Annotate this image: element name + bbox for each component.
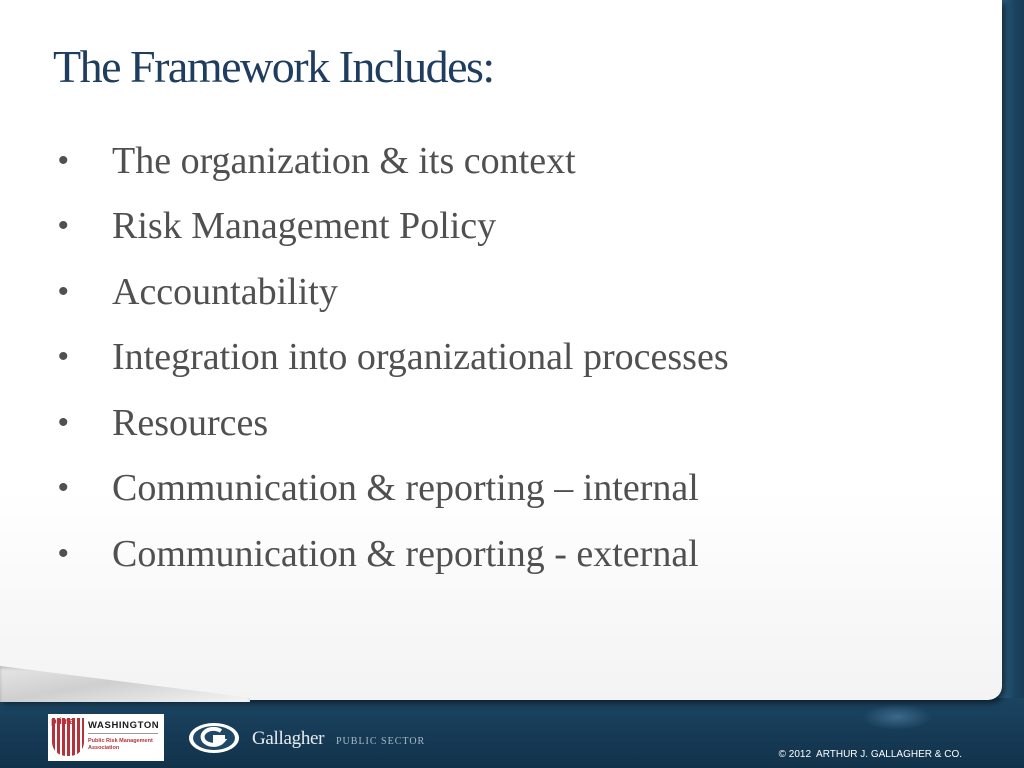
bullet-text: Resources: [112, 401, 269, 444]
bullet-text: Communication & reporting - external: [112, 532, 699, 575]
bullet-dot: •: [58, 405, 69, 439]
bullet-text: Integration into organizational processes: [112, 336, 729, 379]
slide-title: The Framework Includes:: [53, 41, 494, 92]
bullet-item: [58, 456, 729, 522]
footer-glow: [862, 704, 932, 730]
prima-state: WASHINGTON: [88, 720, 160, 731]
bullet-item: [58, 390, 729, 456]
copyright-notice: © 2012 ARTHUR J. GALLAGHER & CO.: [778, 749, 962, 760]
bullet-item: [58, 128, 729, 194]
prima-washington-logo: [48, 714, 164, 761]
bullet-text: Communication & reporting – internal: [112, 467, 699, 510]
bullet-item: [58, 259, 729, 325]
bullet-text: The organization & its context: [112, 139, 576, 182]
prima-divider: [88, 733, 158, 734]
gallagher-g-icon: [188, 722, 240, 754]
prima-brand: prima: [51, 716, 75, 726]
bullet-text: Accountability: [112, 270, 338, 313]
bullet-item: [58, 325, 729, 391]
bullet-dot: •: [58, 536, 69, 570]
bullet-dot: •: [58, 340, 69, 374]
gallagher-name: Gallagher: [252, 728, 325, 749]
bullet-dot: •: [58, 143, 69, 177]
prima-subtitle: Public Risk Management Association: [88, 738, 153, 751]
bullet-text: Risk Management Policy: [112, 205, 497, 248]
bullet-dot: •: [58, 274, 69, 308]
bullet-dot: •: [58, 471, 69, 505]
gallagher-division: PUBLIC SECTOR: [336, 736, 426, 747]
bullet-item: [58, 194, 729, 260]
bullet-item: [58, 521, 729, 587]
bullet-list: [58, 128, 729, 587]
bullet-dot: •: [58, 209, 69, 243]
